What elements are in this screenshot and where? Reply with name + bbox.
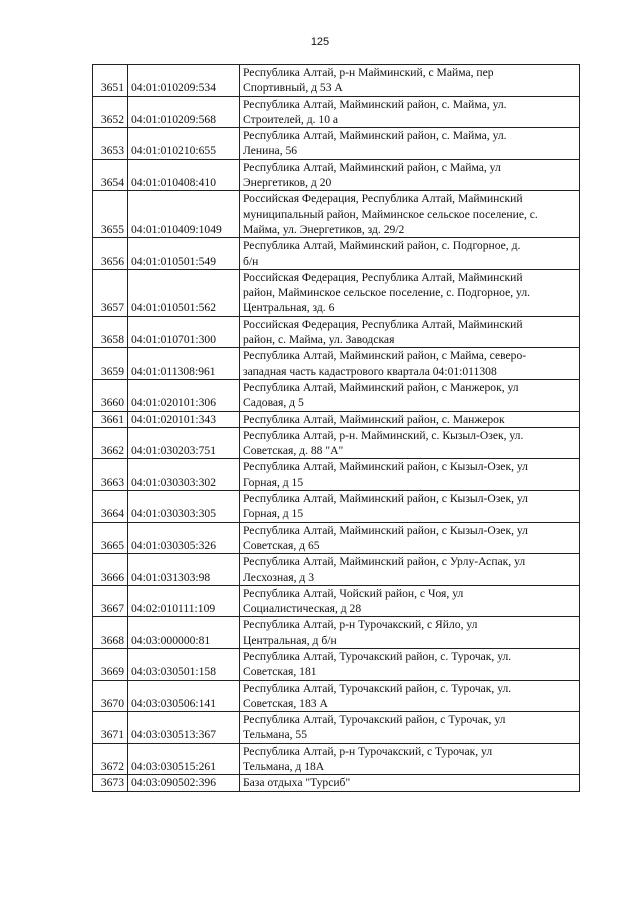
cadastral-number-cell: 04:01:010501:562	[128, 269, 240, 316]
table-row	[93, 585, 580, 617]
row-number-cell: 3664	[93, 491, 128, 523]
address-cell	[240, 743, 580, 775]
cadastral-number-cell: 04:03:000000:81	[128, 617, 240, 649]
address-line: Российская Федерация, Республика Алтай, Майминский	[243, 270, 523, 284]
table-row	[93, 269, 580, 316]
address-line: Российская Федерация, Республика Алтай, Майминский	[243, 317, 523, 331]
address-line: Тельмана, 55	[243, 728, 308, 742]
address-cell	[240, 680, 580, 712]
cadastral-number-cell: 04:01:010501:549	[128, 238, 240, 270]
row-number-cell: 3653	[93, 128, 128, 160]
table-row	[93, 617, 580, 649]
cadastral-number-cell: 04:01:030303:302	[128, 459, 240, 491]
address-line: Российская Федерация, Республика Алтай, Майминский	[243, 192, 523, 206]
address-cell	[240, 411, 580, 427]
address-line: Республика Алтай, р-н Турочакский, с Яйло, ул	[243, 618, 478, 632]
address-cell	[240, 775, 580, 791]
row-number-cell: 3658	[93, 316, 128, 348]
address-cell	[240, 522, 580, 554]
address-line: Строителей, д. 10 а	[243, 112, 339, 126]
cadastral-number-cell: 04:01:010209:534	[128, 65, 240, 97]
row-number-cell: 3661	[93, 411, 128, 427]
address-line: Республика Алтай, Турочакский район, с. Турочак, ул.	[243, 681, 512, 695]
address-line: Советская, 183 А	[243, 696, 328, 710]
address-cell	[240, 427, 580, 459]
table-row	[93, 712, 580, 744]
table-row	[93, 238, 580, 270]
row-number-cell: 3659	[93, 348, 128, 380]
address-cell	[240, 491, 580, 523]
cadastral-number-cell: 04:03:030501:158	[128, 648, 240, 680]
address-line: Республика Алтай, р-н Майминский, с Майма, пер	[243, 66, 494, 79]
cadastral-number-cell: 04:03:090502:396	[128, 775, 240, 791]
address-line: б/н	[243, 254, 259, 268]
address-line: Республика Алтай, Майминский район, с Манжерок, ул	[243, 380, 519, 394]
address-cell	[240, 554, 580, 586]
table-row	[93, 316, 580, 348]
address-cell	[240, 128, 580, 160]
address-cell	[240, 648, 580, 680]
row-number-cell: 3662	[93, 427, 128, 459]
cadastral-number-cell: 04:01:010210:655	[128, 128, 240, 160]
address-line: Майма, ул. Энергетиков, зд. 29/2	[243, 222, 405, 236]
table-row	[93, 459, 580, 491]
cadastral-number-cell: 04:01:010209:568	[128, 96, 240, 128]
cadastral-number-cell: 04:01:030303:305	[128, 491, 240, 523]
address-line: Республика Алтай, Майминский район, с. Манжерок	[243, 412, 505, 426]
row-number-cell: 3669	[93, 648, 128, 680]
row-number-cell: 3665	[93, 522, 128, 554]
address-cell	[240, 316, 580, 348]
table-row	[93, 159, 580, 191]
address-line: Республика Алтай, Майминский район, с Урлу-Аспак, ул	[243, 555, 526, 569]
registry-table-body	[93, 65, 580, 792]
cadastral-number-cell: 04:01:011308:961	[128, 348, 240, 380]
address-cell	[240, 238, 580, 270]
address-line: Республика Алтай, Майминский район, с Майма, северо-	[243, 349, 527, 363]
table-row	[93, 743, 580, 775]
address-cell	[240, 65, 580, 97]
row-number-cell: 3655	[93, 191, 128, 238]
address-line: Советская, д. 88 "А"	[243, 444, 344, 458]
table-row	[93, 522, 580, 554]
address-cell	[240, 712, 580, 744]
address-cell	[240, 159, 580, 191]
cadastral-number-cell: 04:03:030513:367	[128, 712, 240, 744]
cadastral-number-cell: 04:01:030203:751	[128, 427, 240, 459]
address-line: Республика Алтай, Майминский район, с Кызыл-Озек, ул	[243, 492, 528, 506]
row-number-cell: 3660	[93, 379, 128, 411]
address-line: Республика Алтай, р-н. Майминский, с. Кызыл-Озек, ул.	[243, 428, 524, 442]
address-line: Социалистическая, д 28	[243, 602, 362, 616]
address-line: район, с. Майма, ул. Заводская	[243, 333, 395, 347]
address-cell	[240, 269, 580, 316]
table-row	[93, 411, 580, 427]
table-row	[93, 554, 580, 586]
cadastral-number-cell: 04:01:010409:1049	[128, 191, 240, 238]
address-line: Центральная, зд. 6	[243, 301, 335, 315]
table-row	[93, 96, 580, 128]
address-line: Горная, д 15	[243, 475, 304, 489]
cadastral-number-cell: 04:01:030305:326	[128, 522, 240, 554]
address-line: западная часть кадастрового квартала 04:01:011308	[243, 364, 497, 378]
address-line: Лесхозная, д 3	[243, 570, 315, 584]
address-line: Тельмана, д 18А	[243, 760, 325, 774]
table-row	[93, 491, 580, 523]
cadastral-number-cell: 04:02:010111:109	[128, 585, 240, 617]
table-row	[93, 379, 580, 411]
table-row	[93, 128, 580, 160]
address-line: Республика Алтай, Майминский район, с Кызыл-Озек, ул	[243, 460, 528, 474]
address-line: Центральная, д б/н	[243, 633, 337, 647]
row-number-cell: 3672	[93, 743, 128, 775]
table-row	[93, 348, 580, 380]
address-line: Республика Алтай, Майминский район, с. Подгорное, д.	[243, 239, 521, 253]
page-number: 125	[310, 36, 330, 48]
row-number-cell: 3670	[93, 680, 128, 712]
cadastral-number-cell: 04:01:010408:410	[128, 159, 240, 191]
address-cell	[240, 379, 580, 411]
cadastral-number-cell: 04:01:010701:300	[128, 316, 240, 348]
table-row	[93, 680, 580, 712]
address-line: Республика Алтай, Майминский район, с. Майма, ул.	[243, 97, 507, 111]
address-line: Республика Алтай, Турочакский район, с Турочак, ул	[243, 713, 506, 727]
address-cell	[240, 585, 580, 617]
row-number-cell: 3673	[93, 775, 128, 791]
row-number-cell: 3654	[93, 159, 128, 191]
address-line: муниципальный район, Майминское сельское поселение, с.	[243, 207, 538, 221]
address-line: район, Майминское сельское поселение, с. Подгорное, ул.	[243, 286, 531, 300]
address-line: База отдыха "Турсиб"	[243, 776, 351, 790]
cadastral-number-cell: 04:01:020101:343	[128, 411, 240, 427]
row-number-cell: 3663	[93, 459, 128, 491]
address-line: Ленина, 56	[243, 144, 298, 158]
table-row	[93, 65, 580, 97]
cadastral-number-cell: 04:03:030515:261	[128, 743, 240, 775]
address-cell	[240, 96, 580, 128]
address-line: Энергетиков, д 20	[243, 176, 332, 190]
row-number-cell: 3666	[93, 554, 128, 586]
cadastral-number-cell: 04:01:031303:98	[128, 554, 240, 586]
table-row	[93, 775, 580, 791]
row-number-cell: 3667	[93, 585, 128, 617]
address-line: Республика Алтай, Майминский район, с. Майма, ул.	[243, 129, 507, 143]
table-row	[93, 648, 580, 680]
address-cell	[240, 191, 580, 238]
address-line: Республика Алтай, Турочакский район, с. Турочак, ул.	[243, 649, 512, 663]
table-row	[93, 191, 580, 238]
address-line: Республика Алтай, Майминский район, с Кызыл-Озек, ул	[243, 523, 528, 537]
address-line: Советская, д 65	[243, 538, 320, 552]
address-line: Горная, д 15	[243, 507, 304, 521]
row-number-cell: 3652	[93, 96, 128, 128]
address-line: Республика Алтай, Чойский район, с Чоя, ул	[243, 586, 464, 600]
row-number-cell: 3657	[93, 269, 128, 316]
address-line: Республика Алтай, р-н Турочакский, с Турочак, ул	[243, 744, 493, 758]
row-number-cell: 3651	[93, 65, 128, 97]
address-line: Спортивный, д 53 А	[243, 81, 343, 95]
cadastral-number-cell: 04:03:030506:141	[128, 680, 240, 712]
address-cell	[240, 348, 580, 380]
address-cell	[240, 459, 580, 491]
row-number-cell: 3671	[93, 712, 128, 744]
row-number-cell: 3668	[93, 617, 128, 649]
address-line: Садовая, д 5	[243, 396, 304, 410]
registry-table	[92, 64, 580, 792]
address-line: Советская, 181	[243, 665, 317, 679]
cadastral-number-cell: 04:01:020101:306	[128, 379, 240, 411]
address-line: Республика Алтай, Майминский район, с Майма, ул	[243, 160, 501, 174]
row-number-cell: 3656	[93, 238, 128, 270]
table-row	[93, 427, 580, 459]
address-cell	[240, 617, 580, 649]
